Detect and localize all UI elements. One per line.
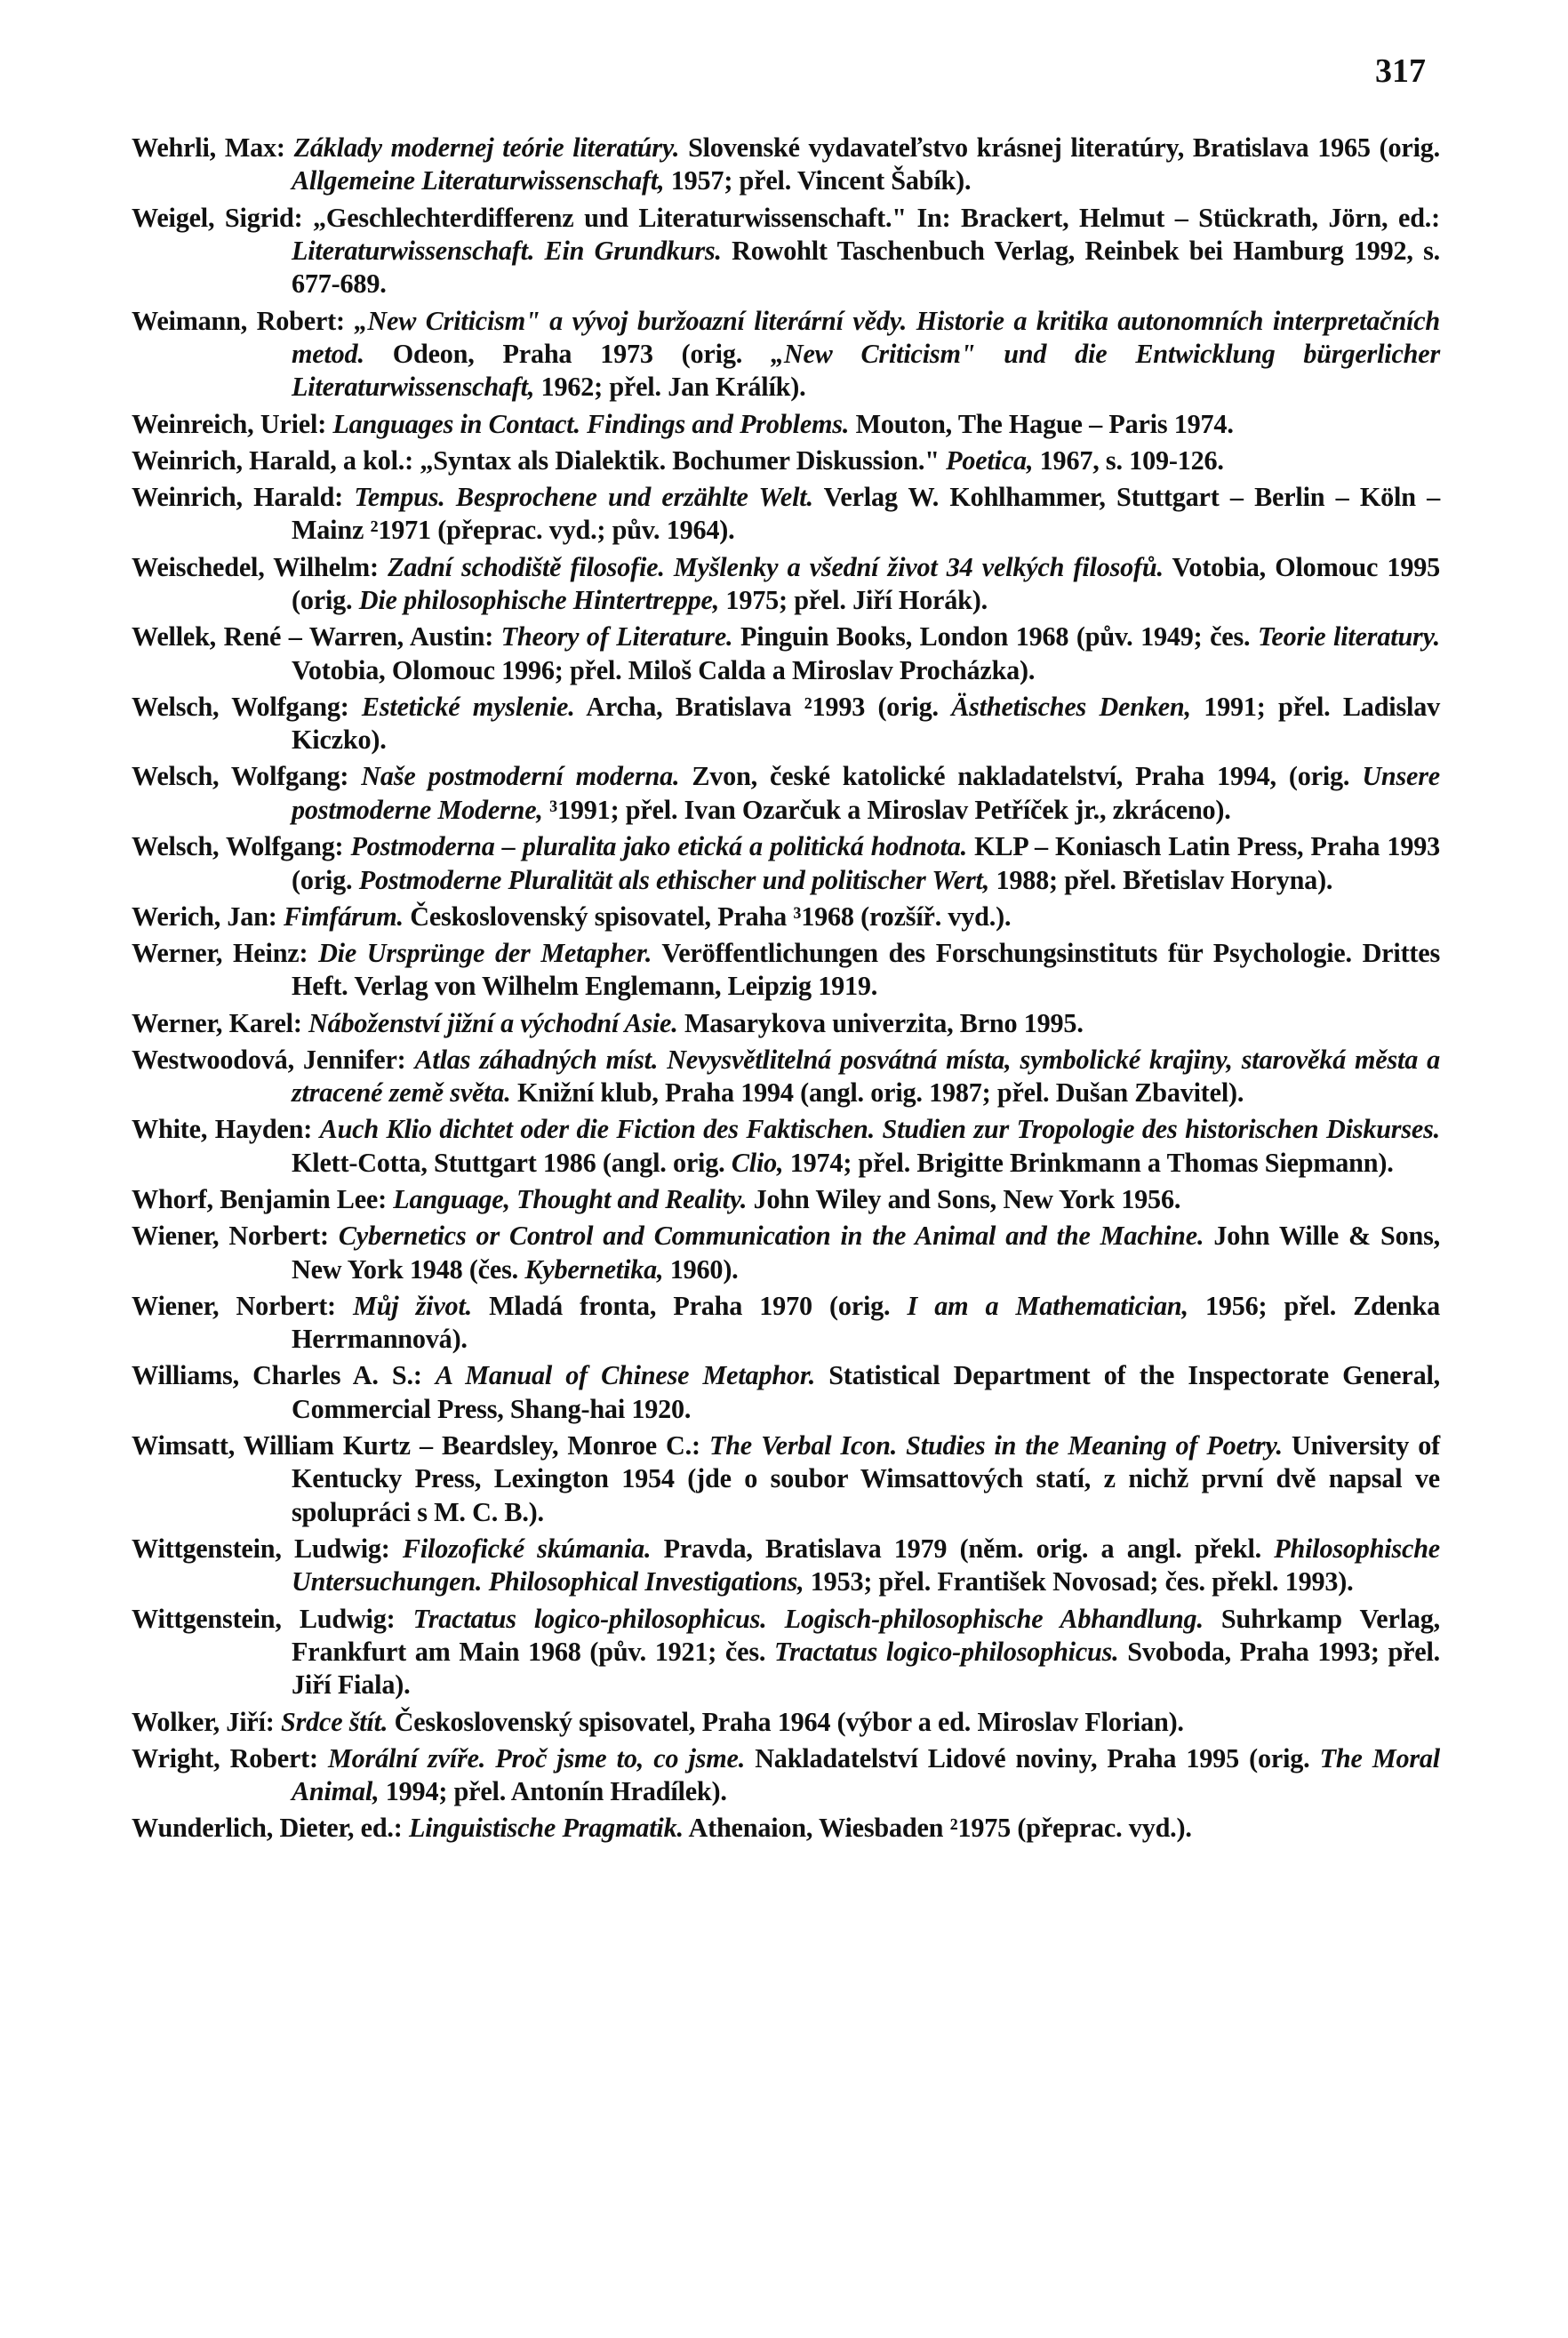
entry-title-text: Základy modernej teórie literatúry. [293,132,680,163]
bibliography-entry [132,1044,1440,1110]
bibliography-entry [132,1183,1440,1216]
entry-text: Wiener, Norbert: [132,1290,354,1321]
entry-title-text: Literaturwissenschaft. Ein Grundkurs. [292,236,722,267]
entry-text: Knižní klub, Praha 1994 (angl. orig. 1987; přel. Dušan Zbavitel). [510,1077,1244,1109]
entry-text: 1957; přel. Vincent Šabík). [664,165,972,196]
entry-text: Weinrich, Harald, a kol.: „Syntax als Dialektik. Bochumer Diskussion." [132,444,947,476]
entry-text: Pravda, Bratislava 1979 (něm. orig. a angl. překl. [651,1533,1275,1564]
entry-text: Wunderlich, Dieter, ed.: [132,1813,409,1844]
entry-title-text: Cybernetics or Control and Communication in the Animal and the Machine. [338,1221,1204,1252]
bibliography-entry [132,444,1440,477]
entry-title-text: Náboženství jižní a východní Asie. [308,1007,678,1038]
entry-text: Wittgenstein, Ludwig: [132,1603,413,1634]
entry-text: Veröffentlichungen des Forschungsinstituts für Psychologie. Drittes Heft. Verlag von Wilhelm Englemann, Leipzig 1919. [292,937,1447,1002]
entry-text: Mouton, The Hague – Paris 1974. [849,408,1234,439]
entry-text: Klett-Cotta, Stuttgart 1986 (angl. orig. [292,1114,1447,1178]
entry-text: Wehrli, Max: [132,132,294,163]
entry-text: Archa, Bratislava ²1993 (orig. [574,691,952,722]
bibliography-entry [132,132,1447,198]
entry-title-text: Tractatus logico-philosophicus. Logisch-philosophische Abhandlung. [412,1603,1204,1634]
entry-text: Werner, Heinz: [132,937,319,968]
entry-title-text: Kybernetika, [524,1253,664,1285]
entry-text: John Wiley and Sons, New York 1956. [747,1183,1181,1214]
entry-title-text: Ästhetisches Denken, [951,691,1191,722]
entry-title-text: Poetica, [946,444,1034,476]
bibliography-entry [132,1359,1447,1426]
entry-text: Whorf, Benjamin Lee: [132,1183,394,1214]
entry-title-text: Filozofické skúmania. [402,1533,652,1564]
entry-text: Williams, Charles A. S.: [132,1360,436,1391]
entry-text: 1956; přel. Zdenka Herrmannová). [292,1290,1447,1355]
bibliography-entry [132,1533,1440,1599]
entry-title-text: Die Ursprünge der Metapher. [318,937,652,968]
bibliography-entry [132,408,1440,441]
entry-text: 1967, s. 109-126. [1033,444,1224,476]
entry-text: Mladá fronta, Praha 1970 (orig. [471,1290,908,1321]
entry-text: University of Kentucky Press, Lexington 1954 (jde o soubor Wimsattových statí, z nichž první dvě napsal ve spolupráci s M. C. B.). [292,1429,1447,1527]
entry-title-text: Languages in Contact. Findings and Problems. [332,408,850,439]
bibliography-entry [132,202,1447,301]
entry-text: Athenaion, Wiesbaden ²1975 (přeprac. vyd.). [683,1813,1192,1844]
entry-title-text: The Moral Animal, [292,1742,1440,1807]
entry-text: Suhrkamp Verlag, Frankfurt am Main 1968 (pův. 1921; čes. [292,1603,1447,1667]
entry-text: Odeon, Praha 1973 (orig. [364,339,771,370]
entry-title-text: „New Criticism" a vývoj buržoazní literární vědy. Historie a kritika autonomních interpretačních metod. [292,305,1441,370]
entry-text: Československý spisovatel, Praha 1964 (výbor a ed. Miroslav Florian). [388,1706,1184,1737]
bibliography-entry [132,1742,1440,1809]
entry-text: Welsch, Wolfgang: [132,831,351,862]
entry-text: KLP – Koniasch Latin Press, Praha 1993 (orig. [292,831,1447,895]
entry-text: Rowohlt Taschenbuch Verlag, Reinbek bei Hamburg 1992, s. 677-689. [292,236,1447,300]
entry-title-text: „New Criticism" und die Entwicklung bürgerlicher Literaturwissenschaft, [292,339,1440,403]
entry-title-text: Teorie literatury. [1257,621,1441,653]
entry-text: Zvon, české katolické nakladatelství, Praha 1994, (orig. [679,761,1363,792]
entry-title-text: Zadní schodiště filosofie. Myšlenky a všední život 34 velkých filosofů. [388,551,1164,582]
bibliography-entry [132,1812,1440,1845]
bibliography-entry [132,305,1440,404]
entry-title-text: Naše postmoderní moderna. [361,761,680,792]
entry-title-text: Estetické myslenie. [361,691,575,722]
entry-text: Statistical Department of the Inspectorate General, Commercial Press, Shang-hai 1920. [292,1360,1447,1424]
bibliography-entry [132,1706,1440,1739]
bibliography-entry [132,621,1447,687]
entry-text: ³1991; přel. Ivan Ozarčuk a Miroslav Petříček jr., zkráceno). [542,794,1231,825]
entry-text: Votobia, Olomouc 1995 (orig. [292,551,1447,616]
entry-text: 1994; přel. Antonín Hradílek). [379,1776,727,1807]
bibliography-entry [132,1220,1447,1286]
entry-text: Westwoodová, Jennifer: [132,1044,415,1075]
bibliography-entry [132,1007,1440,1040]
entry-title-text: Postmoderne Pluralität als ethischer und politischer Wert, [358,864,990,895]
bibliography-list [132,132,1447,1849]
entry-text: Wellek, René – Warren, Austin: [132,621,501,653]
entry-text: Verlag W. Kohlhammer, Stuttgart – Berlin – Köln – Mainz ²1971 (přeprac. vyd.; pův. 1964). [292,482,1447,546]
entry-title-text: Fimfárum. [283,901,404,932]
entry-title-text: Theory of Literature. [500,621,733,653]
entry-text: Weischedel, Wilhelm: [132,551,388,582]
entry-text: 1974; přel. Brigitte Brinkmann a Thomas Siepmann). [783,1147,1394,1178]
entry-text: 1988; přel. Břetislav Horyna). [989,864,1333,895]
entry-text: Pinguin Books, London 1968 (pův. 1949; čes. [732,621,1258,653]
page-number: 317 [1375,52,1426,90]
entry-title-text: The Verbal Icon. Studies in the Meaning of Poetry. [708,1429,1283,1461]
entry-title-text: Atlas záhadných míst. Nevysvětlitelná posvátná místa, symbolické krajiny, starověká města a ztracené země světa. [292,1044,1440,1109]
entry-title-text: Linguistische Pragmatik. [408,1813,684,1844]
entry-title-text: A Manual of Chinese Metaphor. [435,1360,816,1391]
bibliography-entry [132,830,1447,897]
entry-text: Slovenské vydavateľstvo krásnej literatúry, Bratislava 1965 (orig. [679,132,1447,163]
entry-text: Svoboda, Praha 1993; přel. Jiří Fiala). [292,1637,1447,1701]
entry-text: Werich, Jan: [132,901,284,932]
entry-title-text: Postmoderna – pluralita jako etická a politická hodnota. [350,831,967,862]
entry-text: 1962; přel. Jan Králík). [534,372,806,403]
entry-text: Masarykova univerzita, Brno 1995. [677,1007,1084,1038]
entry-text: Welsch, Wolfgang: [132,691,362,722]
bibliography-entry [132,481,1447,548]
bibliography-entry [132,1603,1447,1702]
entry-title-text: Auch Klio dichtet oder die Fiction des Faktischen. Studien zur Tropologie des historischen Diskurses. [319,1114,1440,1145]
bibliography-entry [132,901,1440,933]
entry-title-text: Tractatus logico-philosophicus. [773,1637,1119,1667]
entry-title-text: Tempus. Besprochene und erzählte Welt. [354,482,813,513]
entry-text: Welsch, Wolfgang: [132,761,362,792]
entry-text: Wolker, Jiří: [132,1706,281,1737]
entry-title-text: Allgemeine Literaturwissenschaft, [292,165,665,196]
entry-text: 1953; přel. František Novosad; čes. překl. 1993). [804,1566,1354,1597]
entry-text: Werner, Karel: [132,1007,309,1038]
entry-text: Wright, Robert: [132,1742,328,1774]
bibliography-entry [132,551,1447,618]
entry-title-text: Unsere postmoderne Moderne, [292,761,1440,825]
entry-title-text: Můj život. [353,1290,472,1321]
entry-text: Weinrich, Harald: [132,482,355,513]
entry-text: Wittgenstein, Ludwig: [132,1533,403,1564]
entry-text: Weimann, Robert: [132,305,355,336]
bibliography-entry [132,1113,1447,1180]
bibliography-entry [132,760,1440,827]
entry-title-text: Language, Thought and Reality. [393,1183,748,1214]
entry-text: Wiener, Norbert: [132,1221,339,1252]
entry-title-text: Philosophische Untersuchungen. Philosophical Investigations, [292,1533,1441,1597]
bibliography-entry [132,1290,1447,1357]
entry-title-text: Clio, [731,1147,784,1178]
bibliography-entry [132,1429,1447,1529]
entry-text: Weigel, Sigrid: „Geschlechterdifferenz und Literaturwissenschaft." In: Brackert, Helmut – Stückrath, Jörn, ed.: [132,202,1447,233]
entry-title-text: Morální zvíře. Proč jsme to, co jsme. [328,1742,746,1774]
entry-text: Československý spisovatel, Praha ³1968 (rozšíř. vyd.). [403,901,1012,932]
entry-text: Votobia, Olomouc 1996; přel. Miloš Calda a Miroslav Procházka). [292,621,1447,685]
entry-text: Nakladatelství Lidové noviny, Praha 1995 (orig. [745,1742,1320,1774]
entry-text: White, Hayden: [132,1114,320,1145]
entry-text: 1960). [663,1253,739,1285]
entry-text: 1991; přel. Ladislav Kiczko). [292,691,1447,756]
entry-title-text: I am a Mathematician, [907,1290,1188,1321]
entry-title-text: Srdce štít. [280,1706,388,1737]
entry-text: Weinreich, Uriel: [132,408,333,439]
bibliography-entry [132,937,1447,1004]
entry-text: John Wille & Sons, New York 1948 (čes. [292,1221,1447,1285]
bibliography-entry [132,691,1447,757]
entry-title-text: Die philosophische Hintertreppe, [358,585,720,616]
entry-text: 1975; přel. Jiří Horák). [719,585,988,616]
entry-text: Wimsatt, William Kurtz – Beardsley, Monroe C.: [132,1429,709,1461]
